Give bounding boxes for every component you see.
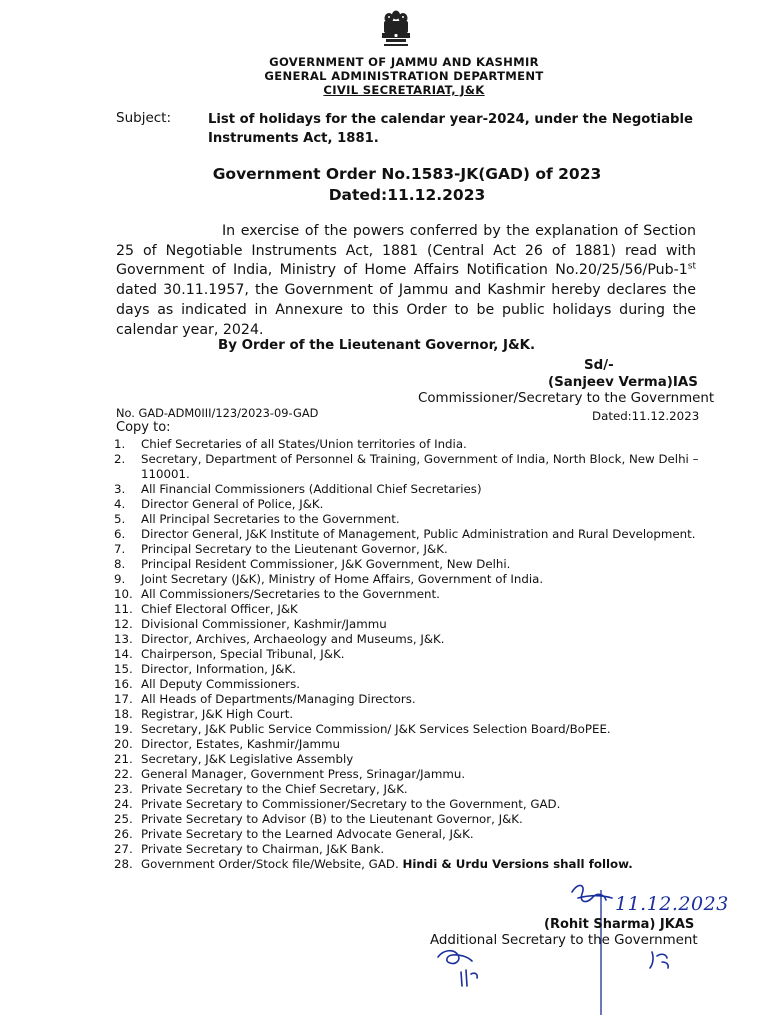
list-item bbox=[114, 557, 704, 572]
list-item-text: Director General, J&K Institute of Management, Public Administration and Rural Development. bbox=[141, 527, 696, 541]
paragraph-superscript: st bbox=[687, 261, 696, 272]
list-item-text: Private Secretary to the Chief Secretary, J&K. bbox=[141, 782, 408, 796]
paragraph-text-1: In exercise of the powers conferred by the explanation of Section 25 of Negotiable Instruments Act, 1881 (Central Act 26 of 1881) read with Government of India, Ministry of Home Affairs Notification No.20/25/56/Pub-1 bbox=[116, 223, 696, 279]
list-item bbox=[114, 482, 704, 497]
list-item bbox=[114, 617, 704, 632]
list-item bbox=[114, 782, 704, 797]
list-item bbox=[114, 797, 704, 812]
list-item bbox=[114, 842, 704, 857]
paragraph-text-2: dated 30.11.1957, the Government of Jammu and Kashmir hereby declares the days as indicated in Annexure to this Order to be public holidays during the calendar year, 2024. bbox=[116, 282, 696, 338]
second-signatory-title: Additional Secretary to the Government bbox=[430, 933, 698, 948]
list-item-text: Private Secretary to Advisor (B) to the Lieutenant Governor, J&K. bbox=[141, 812, 523, 826]
list-item-text: Joint Secretary (J&K), Ministry of Home Affairs, Government of India. bbox=[141, 572, 544, 586]
list-item-text: Director, Archives, Archaeology and Museums, J&K. bbox=[141, 632, 445, 646]
list-item-number: 10. bbox=[114, 587, 133, 601]
by-order-line: By Order of the Lieutenant Governor, J&K. bbox=[218, 338, 536, 353]
header-department: GENERAL ADMINISTRATION DEPARTMENT bbox=[264, 69, 544, 83]
signatory-title: Commissioner/Secretary to the Government bbox=[418, 391, 715, 406]
list-item-text: Director, Estates, Kashmir/Jammu bbox=[141, 737, 341, 751]
header-secretariat: CIVIL SECRETARIAT, J&K bbox=[323, 83, 485, 97]
list-item-number: 26. bbox=[114, 827, 133, 841]
list-item-number: 15. bbox=[114, 662, 133, 676]
list-item-number: 3. bbox=[114, 482, 126, 496]
list-item-text: All Financial Commissioners (Additional Chief Secretaries) bbox=[141, 482, 482, 496]
list-item bbox=[114, 512, 704, 527]
list-item-text: Registrar, J&K High Court. bbox=[141, 707, 294, 721]
signed-mark: Sd/- bbox=[584, 358, 614, 373]
list-item bbox=[114, 662, 704, 677]
handwritten-date: 11.12.2023 bbox=[615, 893, 729, 915]
list-item-text: Government Order/Stock file/Website, GAD. bbox=[141, 857, 403, 871]
list-item bbox=[114, 707, 704, 722]
header-government: GOVERNMENT OF JAMMU AND KASHMIR bbox=[269, 55, 539, 69]
list-item-number: 17. bbox=[114, 692, 133, 706]
signatory-name: (Sanjeev Verma)IAS bbox=[548, 375, 698, 390]
list-item-text: Chief Electoral Officer, J&K bbox=[141, 602, 298, 616]
list-item bbox=[114, 827, 704, 842]
copy-to-list bbox=[114, 437, 704, 872]
list-item bbox=[114, 587, 704, 602]
list-item bbox=[114, 602, 704, 617]
list-item-number: 20. bbox=[114, 737, 133, 751]
list-item-number: 7. bbox=[114, 542, 126, 556]
signatory-date: Dated:11.12.2023 bbox=[592, 409, 700, 423]
list-item-number: 22. bbox=[114, 767, 133, 781]
reference-number: No. GAD-ADM0III/123/2023-09-GAD bbox=[116, 406, 319, 420]
list-item bbox=[114, 527, 704, 542]
copy-to-label: Copy to: bbox=[116, 420, 171, 435]
list-item bbox=[114, 677, 704, 692]
list-item-emphasis: Hindi & Urdu Versions shall follow. bbox=[402, 857, 633, 871]
list-item-text: All Deputy Commissioners. bbox=[141, 677, 301, 691]
list-item-text: Chief Secretaries of all States/Union territories of India. bbox=[141, 437, 467, 451]
list-item-number: 4. bbox=[114, 497, 126, 511]
list-item-text: Private Secretary to Commissioner/Secretary to the Government, GAD. bbox=[141, 797, 561, 811]
list-item bbox=[114, 767, 704, 782]
list-item-number: 6. bbox=[114, 527, 126, 541]
list-item-text: Director, Information, J&K. bbox=[141, 662, 296, 676]
list-item-text: Secretary, Department of Personnel & Training, Government of India, North Block, New Delhi – 110001. bbox=[141, 452, 699, 481]
list-item-number: 8. bbox=[114, 557, 126, 571]
list-item-text: Private Secretary to the Learned Advocate General, J&K. bbox=[141, 827, 474, 841]
list-item-text: General Manager, Government Press, Srinagar/Jammu. bbox=[141, 767, 466, 781]
list-item-text: Chairperson, Special Tribunal, J&K. bbox=[141, 647, 345, 661]
list-item-text: Private Secretary to Chairman, J&K Bank. bbox=[141, 842, 385, 856]
second-signatory-name: (Rohit Sharma) JKAS bbox=[544, 917, 695, 932]
order-date: Dated:11.12.2023 bbox=[328, 186, 486, 204]
list-item bbox=[114, 572, 704, 587]
list-item bbox=[114, 812, 704, 827]
list-item-number: 1. bbox=[114, 437, 126, 451]
list-item-number: 28. bbox=[114, 857, 133, 871]
order-number: Government Order No.1583-JK(GAD) of 2023 bbox=[212, 165, 602, 183]
list-item bbox=[114, 542, 704, 557]
state-emblem-icon bbox=[378, 8, 414, 52]
list-item bbox=[114, 437, 704, 452]
list-item-number: 12. bbox=[114, 617, 133, 631]
subject-text: List of holidays for the calendar year-2024, under the Negotiable Instruments Act, 1881. bbox=[208, 112, 693, 146]
list-item-number: 19. bbox=[114, 722, 133, 736]
list-item-number: 27. bbox=[114, 842, 133, 856]
list-item bbox=[114, 692, 704, 707]
list-item-number: 5. bbox=[114, 512, 126, 526]
list-item bbox=[114, 452, 704, 482]
list-item-number: 25. bbox=[114, 812, 133, 826]
list-item-text: Principal Resident Commissioner, J&K Government, New Delhi. bbox=[141, 557, 511, 571]
subject-label: Subject: bbox=[116, 110, 172, 126]
list-item-number: 11. bbox=[114, 602, 133, 616]
list-item bbox=[114, 647, 704, 662]
list-item-number: 2. bbox=[114, 452, 126, 466]
list-item-number: 23. bbox=[114, 782, 133, 796]
order-paragraph bbox=[116, 222, 696, 340]
list-item-number: 21. bbox=[114, 752, 133, 766]
list-item-number: 24. bbox=[114, 797, 133, 811]
list-item-text: Secretary, J&K Legislative Assembly bbox=[141, 752, 354, 766]
list-item bbox=[114, 752, 704, 767]
list-item bbox=[114, 857, 704, 872]
list-item-text: All Heads of Departments/Managing Directors. bbox=[141, 692, 416, 706]
list-item-text: Principal Secretary to the Lieutenant Governor, J&K. bbox=[141, 542, 448, 556]
list-item-text: Secretary, J&K Public Service Commission/ J&K Services Selection Board/BoPEE. bbox=[141, 722, 611, 736]
list-item-number: 9. bbox=[114, 572, 126, 586]
list-item-number: 13. bbox=[114, 632, 133, 646]
list-item-number: 18. bbox=[114, 707, 133, 721]
list-item-text: Divisional Commissioner, Kashmir/Jammu bbox=[141, 617, 387, 631]
list-item bbox=[114, 722, 704, 737]
list-item-number: 14. bbox=[114, 647, 133, 661]
list-item-text: All Principal Secretaries to the Government. bbox=[141, 512, 400, 526]
list-item-text: All Commissioners/Secretaries to the Government. bbox=[141, 587, 440, 601]
list-item-text: Director General of Police, J&K. bbox=[141, 497, 324, 511]
list-item bbox=[114, 497, 704, 512]
list-item bbox=[114, 632, 704, 647]
list-item bbox=[114, 737, 704, 752]
order-title-block bbox=[0, 164, 768, 206]
list-item-number: 16. bbox=[114, 677, 133, 691]
